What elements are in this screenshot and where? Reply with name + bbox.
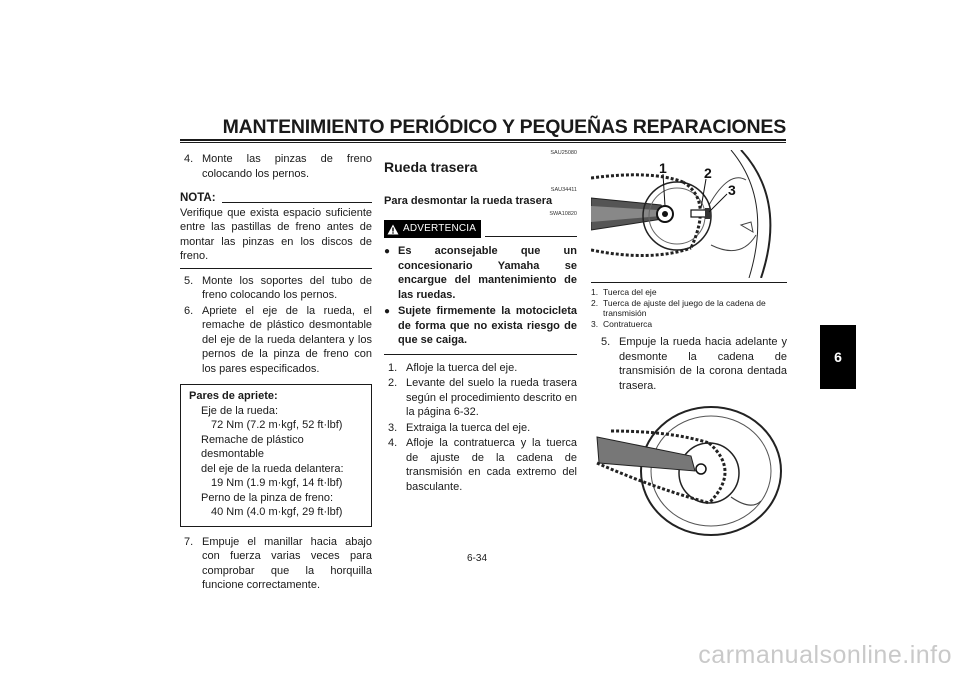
- step-4: [180, 152, 372, 181]
- page-header-title: MANTENIMIENTO PERIÓDICO Y PEQUEÑAS REPARACIONES: [222, 116, 786, 138]
- step-text: Apriete el eje de la rueda, el remache de plástico desmontable del eje de la rueda delantera y los pernos de la pinza de freno con los pares especificados.: [202, 304, 372, 375]
- warning-header: [384, 220, 577, 238]
- note-end-rule: [180, 268, 372, 269]
- step-number: 1.: [388, 361, 398, 374]
- step-text: Afloje la tuerca del eje.: [406, 361, 518, 374]
- step-number: 4.: [388, 437, 398, 449]
- bullet-text: Es aconsejable que un concesionario Yamaha se encargue del mantenimiento de las ruedas.: [398, 245, 577, 301]
- step-5: [591, 335, 787, 393]
- section-title: Rueda trasera: [384, 159, 478, 175]
- warning-bullets: [384, 244, 577, 348]
- torque-line: del eje de la rueda delantera:: [201, 462, 344, 475]
- caption-rule: [591, 282, 787, 283]
- step-number: 2.: [388, 377, 398, 389]
- step-text: Extraiga la tuerca del eje.: [406, 421, 531, 434]
- figure-captions: [591, 282, 787, 329]
- column-middle: [384, 150, 577, 495]
- bullet-icon: ●: [384, 306, 391, 317]
- torque-line: Eje de la rueda:: [201, 404, 279, 417]
- column-left: [180, 152, 372, 594]
- torque-value: 40 Nm (4.0 m·kgf, 29 ft·lbf): [211, 506, 343, 518]
- chain-adjuster: [691, 210, 707, 217]
- step-number: 6.: [184, 304, 194, 317]
- section-code: SAU25080: [550, 150, 577, 156]
- torque-value: 72 Nm (7.2 m·kgf, 52 ft·lbf): [211, 419, 343, 431]
- step-number: 4.: [184, 153, 194, 165]
- torque-value: 19 Nm (1.9 m·kgf, 14 ft·lbf): [211, 477, 343, 489]
- torque-line: Remache de plástico desmontable: [201, 433, 304, 460]
- note-header: [180, 191, 372, 206]
- step-text: Afloje la contratuerca y la tuerca de ajuste de la cadena de transmisión en cada extremo del basculante.: [406, 437, 577, 493]
- note-text: Verifique que exista espacio suficiente entre las pastillas de freno antes de montar las pinzas en los discos de freno.: [180, 206, 372, 262]
- step-text: Monte las pinzas de freno colocando los pernos.: [202, 153, 372, 180]
- step-1: [384, 361, 577, 376]
- step-5: [180, 274, 372, 303]
- step-number: 3.: [388, 421, 398, 434]
- step-text: Monte los soportes del tubo de freno colocando los pernos.: [202, 274, 372, 301]
- header-rule: [180, 139, 786, 141]
- warning-bullet: [384, 244, 577, 302]
- callout-3: 3: [728, 182, 736, 198]
- bullet-text: Sujete firmemente la motocicleta de forma que no exista riesgo de que se caiga.: [398, 305, 577, 346]
- header-rule-thin: [180, 142, 786, 143]
- axle: [696, 464, 706, 474]
- watermark: carmanualsonline.info: [698, 641, 952, 669]
- rear-axle-figure: [591, 150, 787, 278]
- caption-number: 2.: [591, 297, 599, 308]
- column-right: [591, 150, 787, 536]
- caption-item: [591, 287, 787, 298]
- step-7: [180, 535, 372, 593]
- bullet-icon: ●: [384, 246, 391, 257]
- torque-specs-box: [180, 384, 372, 527]
- caption-number: 1.: [591, 287, 599, 297]
- step-number: 5.: [184, 274, 194, 287]
- caption-text: Tuerca del eje: [603, 287, 657, 297]
- warning-triangle-icon: [387, 224, 399, 235]
- warning-badge: [384, 220, 481, 238]
- chapter-tab[interactable]: 6: [820, 325, 856, 389]
- callout-2: 2: [704, 165, 712, 181]
- caption-text: Tuerca de ajuste del juego de la cadena de transmisión: [603, 297, 766, 318]
- subsection-title: Para desmontar la rueda trasera: [384, 194, 553, 207]
- warning-code: SWA10820: [549, 211, 577, 217]
- warning-end-rule: [384, 354, 577, 355]
- note-rule: [222, 202, 372, 203]
- subsection-code: SAU34411: [550, 186, 577, 193]
- page-number: 6-34: [467, 553, 488, 564]
- torque-line: Perno de la pinza de freno:: [201, 491, 334, 504]
- chain-removal-figure: [591, 401, 787, 536]
- step-3: [384, 421, 577, 436]
- caption-item: [591, 319, 787, 330]
- torque-title: Pares de apriete:: [189, 390, 278, 402]
- step-text: Empuje la rueda hacia adelante y desmonte la cadena de transmisión de la corona dentada trasera.: [619, 336, 787, 392]
- caption-item: [591, 298, 787, 319]
- caption-text: Contratuerca: [603, 318, 653, 329]
- caption-number: 3.: [591, 318, 599, 329]
- step-2: [384, 376, 577, 420]
- step-4: [384, 436, 577, 494]
- warning-rule: [485, 236, 577, 237]
- step-text: Empuje el manillar hacia abajo con fuerza varias veces para comprobar que la horquilla funcione correctamente.: [202, 535, 372, 591]
- step-text: Levante del suelo la rueda trasera según el procedimiento descrito en la página 6-32.: [406, 377, 577, 418]
- step-number: 7.: [184, 535, 194, 548]
- warning-bullet: [384, 304, 577, 348]
- step-6: [180, 304, 372, 377]
- warning-label: ADVERTENCIA: [403, 222, 477, 234]
- step-number: 5.: [601, 336, 611, 348]
- callout-1: 1: [659, 160, 667, 176]
- note-label: NOTA:: [180, 192, 216, 204]
